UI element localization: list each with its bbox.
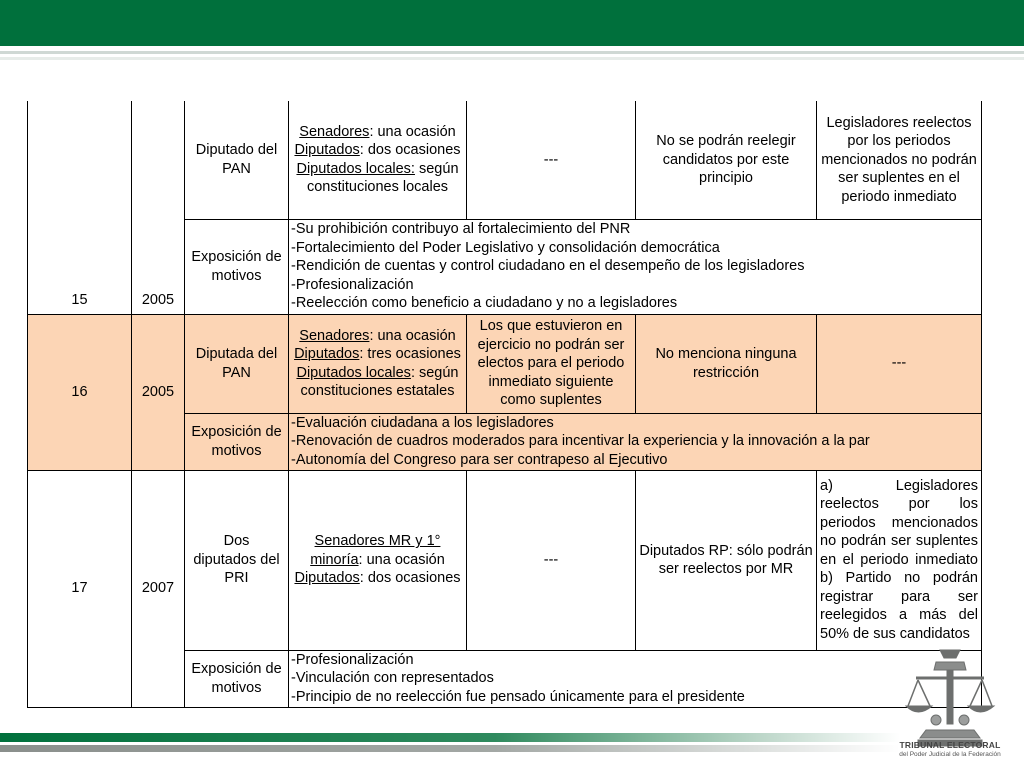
- restriction-cell: ---: [817, 314, 982, 413]
- footer-green-stripe: [0, 733, 900, 742]
- mandate-cell: Los que estuvieron en ejercicio no podrán ser electos para el periodo inmediato siguiente como suplentes: [467, 314, 636, 413]
- table-row-15: [28, 101, 982, 219]
- logo-subtitle: del Poder Judicial de la Federación: [899, 751, 1001, 758]
- logo-title: TRIBUNAL ELECTORAL: [899, 740, 1001, 750]
- motives-text: -Profesionalización -Vinculación con representados -Principio de no reelección fue pensado únicamente para el presidente: [289, 650, 982, 707]
- motives-label: Exposición de motivos: [185, 219, 289, 314]
- legislators-cell: Senadores MR y 1° minoría: una ocasión Diputados: dos ocasiones: [289, 470, 467, 650]
- row-year: 2007: [132, 470, 185, 707]
- initiative-author: Diputado del PAN: [185, 101, 289, 219]
- row-year: 2005: [132, 101, 185, 314]
- row-number: 15: [28, 101, 132, 314]
- motives-text: -Su prohibición contribuyo al fortalecimiento del PNR -Fortalecimiento del Poder Legislativo y consolidación democrática -Rendición de cuentas y control ciudadano en el desempeño de los legisladores -Profesionalización -Reelección como beneficio a ciudadano y no a legisladores: [289, 219, 982, 314]
- rp-cell: Diputados RP: sólo podrán ser reelectos por MR: [636, 470, 817, 650]
- header-bar: [0, 0, 1024, 46]
- row-year: 2005: [132, 314, 185, 470]
- reelection-table: [27, 101, 982, 708]
- mandate-cell: ---: [467, 470, 636, 650]
- row-number: 16: [28, 314, 132, 470]
- restriction-cell: Legisladores reelectos por los periodos mencionados no podrán ser suplentes en el periodo inmediato: [817, 101, 982, 219]
- footer-gray-stripe: [0, 745, 900, 752]
- table-row-17: [28, 470, 982, 650]
- table-row-16: [28, 314, 982, 413]
- mandate-cell: ---: [467, 101, 636, 219]
- motives-label: Exposición de motivos: [185, 650, 289, 707]
- header-stripe: [0, 46, 1024, 68]
- motives-label: Exposición de motivos: [185, 413, 289, 470]
- restriction-cell: a) Legisladores reelectos por los periodos mencionados no podrán ser suplentes en el periodo inmediato b) Partido no podrán registrar para ser reelegidos a más del 50% de sus candidatos: [817, 470, 982, 650]
- rp-cell: No se podrán reelegir candidatos por este principio: [636, 101, 817, 219]
- legislators-cell: Senadores: una ocasión Diputados: tres ocasiones Diputados locales: según constituciones estatales: [289, 314, 467, 413]
- row-number: 17: [28, 470, 132, 707]
- legislators-cell: Senadores: una ocasión Diputados: dos ocasiones Diputados locales: según constituciones locales: [289, 101, 467, 219]
- initiative-author: Dos diputados del PRI: [185, 470, 289, 650]
- rp-cell: No menciona ninguna restricción: [636, 314, 817, 413]
- initiative-author: Diputada del PAN: [185, 314, 289, 413]
- motives-text: -Evaluación ciudadana a los legisladores -Renovación de cuadros moderados para incentivar la experiencia y la innovación a la par -Autonomía del Congreso para ser contrapeso al Ejecutivo: [289, 413, 982, 470]
